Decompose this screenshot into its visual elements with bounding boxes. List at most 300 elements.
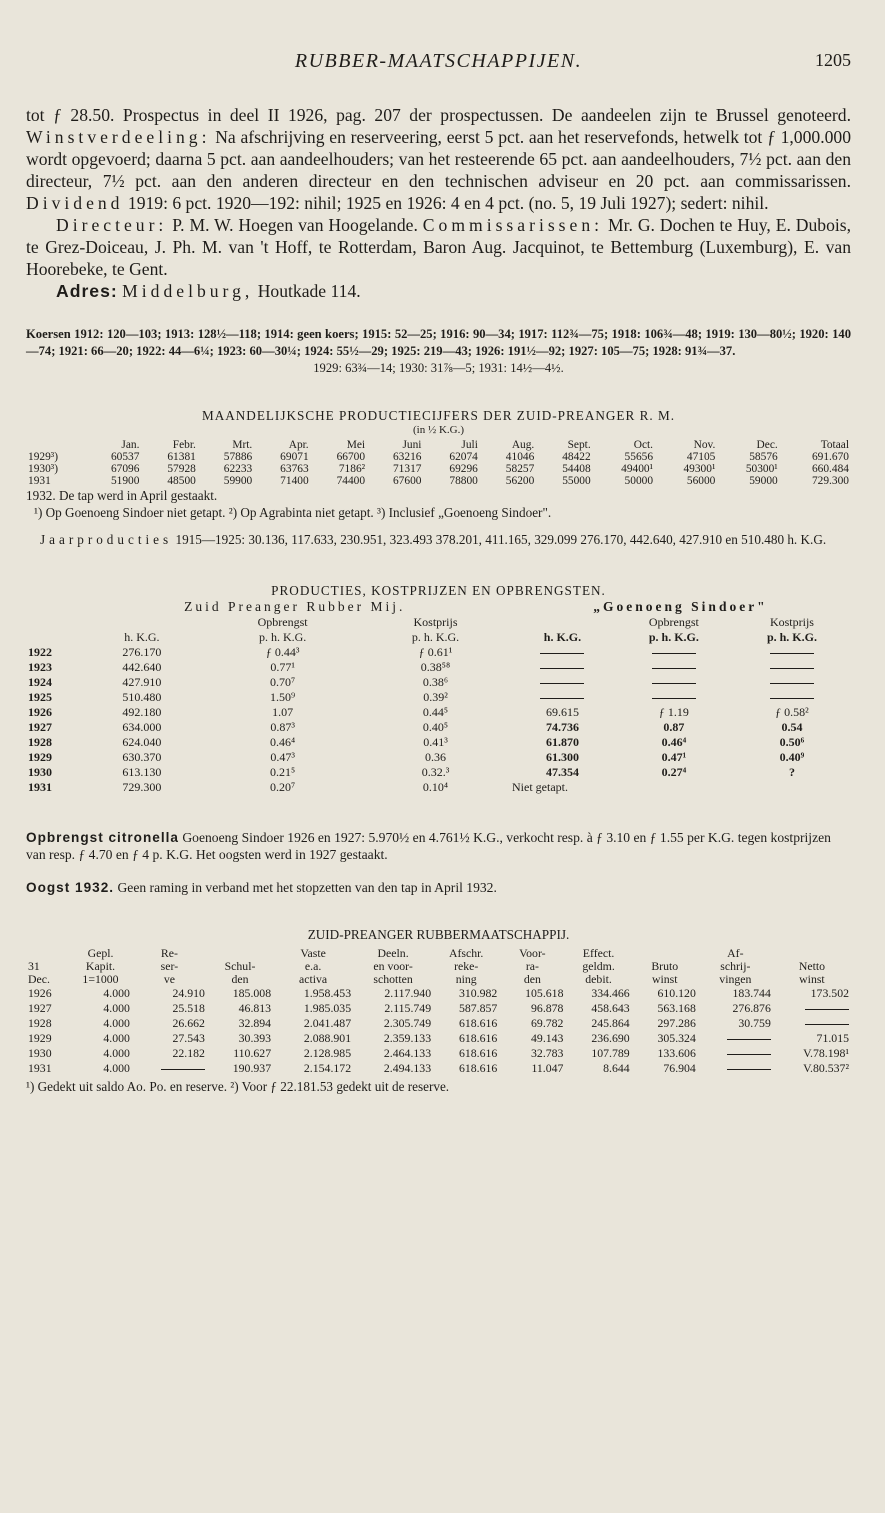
empty-dash — [652, 698, 696, 699]
monthly-cell: 47105 — [686, 451, 716, 463]
production-header-row — [26, 630, 851, 645]
running-header — [26, 50, 851, 80]
production-cell: ? — [788, 765, 795, 779]
balance-header-line: debit. — [585, 972, 612, 986]
balance-cell: 563.168 — [657, 1001, 696, 1015]
dividend-text: 1919: 6 pct. 1920—192: nihil; 1925 en 1926: 4 en 4 pct. (no. 5, 19 Juli 1927); sedert: nihil. — [127, 193, 769, 213]
production-sub-empty — [80, 615, 205, 630]
monthly-table — [26, 439, 851, 487]
monthly-cell: 59000 — [749, 475, 778, 487]
production-cell: ƒ 0.58² — [775, 705, 809, 719]
empty-dash — [805, 1009, 849, 1010]
empty-dash — [805, 1024, 849, 1025]
monthly-cell: 55656 — [624, 451, 654, 463]
production-cell: 61.870 — [545, 735, 579, 749]
production-cell: 0.27⁴ — [661, 765, 687, 779]
production-row — [26, 660, 851, 675]
balance-cell — [698, 1061, 773, 1076]
monthly-cell: 729.300 — [811, 475, 849, 487]
monthly-cell: 59900 — [223, 475, 253, 487]
citronella-paragraph — [26, 829, 851, 863]
balance-header-line: Schul- — [224, 959, 256, 973]
production-cell — [510, 645, 615, 660]
monthly-cell: 71400 — [280, 475, 309, 487]
production-table-body — [26, 645, 851, 795]
balance-cell: 297.286 — [657, 1016, 696, 1030]
balance-cell: 11.047 — [531, 1061, 564, 1075]
balance-cell: 334.466 — [591, 986, 630, 1000]
monthly-year-header — [26, 439, 85, 451]
adres-paragraph — [26, 280, 851, 302]
monthly-header: Mei — [346, 439, 366, 451]
commissarissen-text: Mr. G. Dochen te Huy, E. Dubois, te Grez-Doiceau, J. Ph. M. van 't Hoff, te Rotterdam, Baron Aug. Jacquinot, te Bettemburg (Luxemburg), E. van Hoorebeke, te Gent. — [26, 215, 852, 279]
oogst-label: Oogst 1932. — [26, 880, 115, 895]
production-cell: 630.370 — [122, 750, 162, 764]
dividend-label: Dividend — [26, 193, 124, 213]
monthly-header: Totaal — [820, 439, 849, 451]
balance-cell: 183.744 — [732, 986, 771, 1000]
production-year: 1927 — [28, 720, 52, 734]
balance-cell: 236.690 — [591, 1031, 630, 1045]
empty-dash — [770, 683, 814, 684]
production-cell: 0.38⁶ — [422, 675, 449, 689]
jaarproducties-paragraph — [26, 531, 851, 548]
balance-cell: 2.115.749 — [384, 1001, 432, 1015]
balance-year: 1927 — [28, 1001, 52, 1015]
empty-dash — [727, 1054, 771, 1055]
production-header: h. K.G. — [124, 630, 160, 644]
production-cell: 0.21⁵ — [270, 765, 296, 779]
production-cell — [733, 690, 851, 705]
citronella-label: Opbrengst citronella — [26, 830, 179, 845]
production-year: 1929 — [28, 750, 52, 764]
production-cell: 0.39² — [423, 690, 448, 704]
production-cell: ƒ 0.61¹ — [418, 645, 453, 659]
balance-row — [26, 1061, 851, 1076]
balance-header-line: Effect. — [582, 946, 615, 960]
balance-cell: 27.543 — [172, 1031, 205, 1045]
production-cell: 0.40⁵ — [422, 720, 449, 734]
balance-cell: 46.813 — [238, 1001, 272, 1015]
balance-cell: 22.182 — [172, 1046, 205, 1060]
commissarissen-label: Commissarissen: — [422, 215, 604, 235]
monthly-header-row — [26, 439, 851, 451]
balance-cell — [698, 1031, 773, 1046]
monthly-cell: 58576 — [749, 451, 778, 463]
balance-cell: 2.305.749 — [383, 1016, 432, 1030]
balance-cell: 96.878 — [531, 1001, 564, 1015]
balance-header-line: Deeln. — [377, 946, 409, 960]
production-year: 1931 — [28, 780, 52, 794]
empty-dash — [770, 698, 814, 699]
monthly-row — [26, 451, 851, 463]
production-cell — [510, 675, 615, 690]
balance-header-line: schrij- — [720, 959, 751, 973]
monthly-cell: 78800 — [449, 475, 478, 487]
koersen-last: 1929: 63¾—14; 1930: 31⅞—5; 1931: 14½—4½. — [313, 361, 564, 375]
balance-cell: 2.128.985 — [303, 1046, 352, 1060]
balance-cell: 32.783 — [531, 1046, 564, 1060]
balance-header — [433, 947, 499, 986]
balance-cell: 587.857 — [458, 1001, 498, 1015]
monthly-header: Apr. — [288, 439, 309, 451]
production-cell — [733, 675, 851, 690]
balance-cell: 49.143 — [531, 1031, 564, 1045]
balance-cell: 24.910 — [172, 986, 205, 1000]
monthly-cell: 50300¹ — [745, 463, 778, 475]
balance-header-line: Afschr. — [448, 946, 484, 960]
production-cell: 0.50⁶ — [779, 735, 805, 749]
balance-table-body — [26, 986, 851, 1076]
production-header: p. h. K.G. — [258, 630, 307, 644]
monthly-cell: 63216 — [392, 451, 422, 463]
production-cell: 0.36 — [424, 750, 446, 764]
winstverdeeling-label: Winstverdeeling: — [26, 127, 211, 147]
monthly-cell: 60537 — [110, 451, 140, 463]
monthly-table-body — [26, 451, 851, 487]
empty-dash — [540, 653, 584, 654]
monthly-cell: 67096 — [110, 463, 140, 475]
production-cell: 0.44⁵ — [422, 705, 449, 719]
balance-header-line: Af- — [727, 946, 744, 960]
balance-table — [26, 947, 851, 1076]
production-cell: 0.87 — [663, 720, 685, 734]
production-cell: 0.70⁷ — [270, 675, 296, 689]
production-note: Niet getapt. — [512, 780, 568, 794]
production-subheader: Opbrengst — [648, 615, 699, 629]
production-cell: 0.41³ — [423, 735, 448, 749]
production-row — [26, 705, 851, 720]
monthly-cell: 49400¹ — [621, 463, 654, 475]
production-subheader: Kostprijs — [769, 615, 814, 629]
production-cell — [615, 660, 733, 675]
production-cell: 0.32.³ — [421, 765, 450, 779]
balance-cell: 76.904 — [663, 1061, 696, 1075]
balance-cell — [773, 1001, 851, 1016]
monthly-cell: 71317 — [392, 463, 422, 475]
balance-header-line: 31 — [28, 959, 40, 973]
balance-header — [632, 947, 698, 986]
monthly-cell: 49300¹ — [683, 463, 716, 475]
monthly-row — [26, 463, 851, 475]
balance-cell: 4.000 — [103, 1046, 130, 1060]
group-zuid-preanger: Zuid Preanger Rubber Mij. — [184, 599, 406, 614]
balance-cell: 618.616 — [458, 1016, 498, 1030]
balance-cell: 458.643 — [591, 1001, 630, 1015]
monthly-title: MAANDELIJKSCHE PRODUCTIECIJFERS DER ZUID-PREANGER R. M. — [202, 408, 675, 423]
monthly-header: Aug. — [511, 439, 535, 451]
production-cell: 510.480 — [122, 690, 162, 704]
balance-header — [773, 947, 851, 986]
production-subheader-row — [26, 615, 851, 630]
balance-cell: 32.894 — [238, 1016, 272, 1030]
monthly-cell: 660.484 — [811, 463, 849, 475]
balance-header-line: den — [523, 972, 541, 986]
balance-cell: 610.120 — [657, 986, 696, 1000]
production-row — [26, 645, 851, 660]
balance-cell: 2.359.133 — [383, 1031, 432, 1045]
balance-cell: 2.041.487 — [303, 1016, 352, 1030]
balance-row — [26, 1016, 851, 1031]
balance-title: ZUID-PREANGER RUBBERMAATSCHAPPIJ. — [307, 927, 570, 942]
monthly-cell: 57886 — [223, 451, 253, 463]
production-cell — [733, 645, 851, 660]
production-header: p. h. K.G. — [648, 630, 699, 644]
production-cell: 74.736 — [545, 720, 579, 734]
adres-street: Houtkade 114. — [257, 281, 361, 301]
production-sub-empty — [510, 615, 615, 630]
balance-header-line: Kapit. — [85, 959, 116, 973]
production-header: p. h. K.G. — [766, 630, 817, 644]
balance-cell: 310.982 — [458, 986, 498, 1000]
directeur-paragraph — [26, 214, 851, 280]
balance-section — [26, 926, 851, 1095]
production-cell: ƒ 0.44³ — [265, 645, 300, 659]
production-cell — [615, 675, 733, 690]
balance-cell: 245.864 — [591, 1016, 630, 1030]
monthly-cell: 41046 — [505, 451, 535, 463]
balance-cell: 71.015 — [816, 1031, 849, 1045]
production-cell: 0.46⁴ — [661, 735, 687, 749]
balance-cell: 190.937 — [232, 1061, 272, 1075]
balance-header-line: Dec. — [28, 972, 50, 986]
balance-cell: 4.000 — [103, 1031, 130, 1045]
empty-dash — [540, 683, 584, 684]
balance-cell: 133.606 — [657, 1046, 696, 1060]
monthly-header: Nov. — [693, 439, 716, 451]
balance-header — [26, 947, 69, 986]
page-number: 1205 — [815, 50, 851, 70]
production-cell: 729.300 — [122, 780, 162, 794]
production-cell: 427.910 — [122, 675, 162, 689]
balance-header-line: schotten — [373, 972, 413, 986]
production-cell: 613.130 — [122, 765, 162, 779]
production-year: 1930 — [28, 765, 52, 779]
production-year: 1928 — [28, 735, 52, 749]
balance-cell — [773, 1016, 851, 1031]
intro-text: tot ƒ 28.50. Prospectus in deel II 1926, pag. 207 der prospectussen. De aandeelen zijn te Brussel genoteerd. — [26, 105, 851, 125]
production-corner — [26, 615, 80, 630]
production-subheader: Kostprijs — [413, 615, 458, 629]
production-row — [26, 780, 851, 795]
production-cell: 0.10⁴ — [422, 780, 449, 794]
intro-paragraph — [26, 104, 851, 214]
production-cell: 0.47³ — [270, 750, 295, 764]
empty-dash — [727, 1069, 771, 1070]
balance-header-row — [26, 947, 851, 986]
empty-dash — [652, 683, 696, 684]
monthly-header: Jan. — [121, 439, 140, 451]
production-cell — [733, 660, 851, 675]
production-cell: 442.640 — [122, 660, 162, 674]
production-cell — [510, 660, 615, 675]
production-year: 1922 — [28, 645, 52, 659]
balance-header-line: ra- — [525, 959, 539, 973]
balance-cell: 1.985.035 — [303, 1001, 352, 1015]
balance-cell: 4.000 — [103, 1061, 130, 1075]
production-section — [26, 582, 851, 795]
balance-cell: V.78.198¹ — [803, 1046, 849, 1060]
production-cell: 0.40⁹ — [779, 750, 805, 764]
production-cell: 634.000 — [122, 720, 162, 734]
monthly-header: Mrt. — [232, 439, 253, 451]
empty-dash — [652, 668, 696, 669]
balance-header-line: Voor- — [519, 946, 546, 960]
oogst-text: Geen raming in verband met het stopzetten van den tap in April 1932. — [117, 880, 497, 895]
balance-header — [69, 947, 132, 986]
production-cell: 1.07 — [272, 705, 294, 719]
balance-header-line: winst — [651, 972, 678, 986]
balance-cell: 1.958.453 — [303, 986, 352, 1000]
empty-dash — [540, 668, 584, 669]
balance-header — [353, 947, 433, 986]
monthly-1932: 1932. De tap werd in April gestaakt. — [26, 488, 218, 503]
monthly-cell: 69071 — [280, 451, 309, 463]
balance-cell: 8.644 — [603, 1061, 630, 1075]
balance-cell: 618.616 — [458, 1061, 498, 1075]
production-row — [26, 675, 851, 690]
balance-cell: 618.616 — [458, 1046, 498, 1060]
monthly-cell: 61381 — [167, 451, 196, 463]
balance-header-line: reke- — [454, 959, 479, 973]
balance-header — [207, 947, 273, 986]
balance-header-line: den — [231, 972, 249, 986]
balance-header — [273, 947, 353, 986]
production-row — [26, 735, 851, 750]
balance-cell: 618.616 — [458, 1031, 498, 1045]
balance-header-line: ning — [455, 972, 477, 986]
production-row — [26, 690, 851, 705]
empty-dash — [770, 668, 814, 669]
balance-year: 1926 — [28, 986, 52, 1000]
empty-dash — [161, 1069, 205, 1070]
monthly-header: Sept. — [567, 439, 591, 451]
balance-cell: 2.494.133 — [383, 1061, 432, 1075]
monthly-subtitle: (in ½ K.G.) — [412, 424, 465, 436]
balance-year: 1929 — [28, 1031, 52, 1045]
monthly-cell: 56000 — [686, 475, 716, 487]
balance-header — [499, 947, 565, 986]
production-cell: 0.38⁵⁸ — [420, 660, 451, 674]
production-row — [26, 720, 851, 735]
balance-cell: 69.782 — [531, 1016, 564, 1030]
balance-header — [698, 947, 773, 986]
balance-cell: 4.000 — [103, 1001, 130, 1015]
balance-cell: 2.154.172 — [303, 1061, 352, 1075]
balance-cell — [132, 1061, 207, 1076]
balance-cell: 30.759 — [738, 1016, 771, 1030]
balance-header-line: Vaste — [300, 946, 326, 960]
production-year: 1924 — [28, 675, 52, 689]
production-cell: 276.170 — [122, 645, 162, 659]
monthly-cell: 69296 — [449, 463, 478, 475]
monthly-cell: 48422 — [562, 451, 591, 463]
monthly-header: Juni — [402, 439, 422, 451]
production-cell: 0.54 — [781, 720, 803, 734]
balance-year: 1931 — [28, 1061, 52, 1075]
monthly-year: 1931 — [28, 475, 51, 487]
balance-header-line: Bruto — [651, 959, 679, 973]
production-year: 1926 — [28, 705, 52, 719]
production-cell: ƒ 1.19 — [658, 705, 689, 719]
monthly-header: Dec. — [756, 439, 778, 451]
production-cell: 69.615 — [545, 705, 579, 719]
production-cell: 0.77¹ — [270, 660, 295, 674]
monthly-cell: 58257 — [505, 463, 535, 475]
balance-cell: 4.000 — [103, 1016, 130, 1030]
balance-header-line: ser- — [160, 959, 179, 973]
balance-year: 1928 — [28, 1016, 52, 1030]
koersen-text: Koersen 1912: 120—103; 1913: 128½—118; 1914: geen koers; 1915: 52—25; 1916: 90—34; 1917: 112¾—75; 1918: 106¾—48; 1919: 130—80½; 1920: 140—74; 1921: 66—20; 1922: 44—6¼; 1923: 60—30¼; 1924: 55½—29; 1925: 219—43; 1926: 191½—92; 1927: 105—75; 1928: 91¾—37. — [26, 327, 851, 358]
monthly-year: 1929³) — [28, 451, 58, 463]
monthly-cell: 50000 — [624, 475, 654, 487]
balance-cell: 173.502 — [810, 986, 849, 1000]
production-cell: 0.47¹ — [661, 750, 687, 764]
monthly-cell: 691.670 — [811, 451, 849, 463]
monthly-cell: 62074 — [449, 451, 478, 463]
monthly-cell: 55000 — [562, 475, 591, 487]
production-cell: 0.20⁷ — [270, 780, 296, 794]
balance-cell: 276.876 — [732, 1001, 771, 1015]
production-year: 1923 — [28, 660, 52, 674]
balance-header-line: geldm. — [582, 959, 615, 973]
jaarproducties-text: 1915—1925: 30.136, 117.633, 230.951, 323.493 378.201, 411.165, 329.099 276.170, 442.640, 427.910 en 510.480 h. K.G. — [175, 532, 827, 547]
empty-dash — [727, 1039, 771, 1040]
balance-header-line: e.a. — [304, 959, 322, 973]
production-row — [26, 750, 851, 765]
adres-city: Middelburg, — [122, 281, 254, 301]
adres-label: Adres: — [56, 281, 118, 301]
jaarproducties-label: Jaarproducties — [40, 532, 173, 547]
balance-cell: 305.324 — [657, 1031, 696, 1045]
balance-cell — [698, 1046, 773, 1061]
production-cell: 61.300 — [545, 750, 579, 764]
production-year-header — [26, 630, 80, 645]
production-cell — [615, 690, 733, 705]
balance-cell: 2.464.133 — [383, 1046, 432, 1060]
balance-row — [26, 986, 851, 1001]
balance-header-line: Re- — [160, 946, 178, 960]
production-group-row — [26, 599, 851, 615]
balance-header — [132, 947, 207, 986]
monthly-header: Oct. — [633, 439, 654, 451]
monthly-cell: 67600 — [392, 475, 422, 487]
production-cell — [615, 645, 733, 660]
balance-header-line: Netto — [798, 959, 826, 973]
production-cell: 624.040 — [122, 735, 162, 749]
production-cell: 1.50⁹ — [270, 690, 296, 704]
monthly-notes: ¹) Op Goenoeng Sindoer niet getapt. ²) Op Agrabinta niet getapt. ³) Inclusief „Goenoeng Sindoer". — [34, 505, 552, 520]
balance-cell: 2.088.901 — [303, 1031, 352, 1045]
group-goenoeng-sindoer: „Goenoeng Sindoer" — [593, 599, 768, 614]
balance-header-line: Gepl. — [87, 946, 114, 960]
balance-year: 1930 — [28, 1046, 52, 1060]
winstverdeeling-text: Na afschrijving en reserveering, eerst 5 pct. aan het reservefonds, hetwelk tot ƒ 1,000.000 wordt opgevoerd; daarna 5 pct. aan aandeelhouders; van het resteerende 65 pct. aan aandeelhouders, 7½ pct. aan den directeur, 7½ pct. aan den anderen directeur en den technischen adviseur en 20 pct. aan commissarissen. — [26, 127, 851, 191]
monthly-cell: 74400 — [336, 475, 366, 487]
production-year: 1925 — [28, 690, 52, 704]
balance-cell: 107.789 — [591, 1046, 630, 1060]
production-cell: 492.180 — [122, 705, 162, 719]
empty-dash — [770, 653, 814, 654]
balance-header-line: winst — [799, 972, 825, 986]
balance-header — [565, 947, 631, 986]
directeur-text: P. M. W. Hoegen van Hoogelande. — [172, 215, 418, 235]
page-body — [26, 104, 851, 1095]
production-cell: 47.354 — [545, 765, 579, 779]
balance-row — [26, 1001, 851, 1016]
directeur-label: Directeur: — [56, 215, 168, 235]
monthly-cell: 48500 — [167, 475, 196, 487]
